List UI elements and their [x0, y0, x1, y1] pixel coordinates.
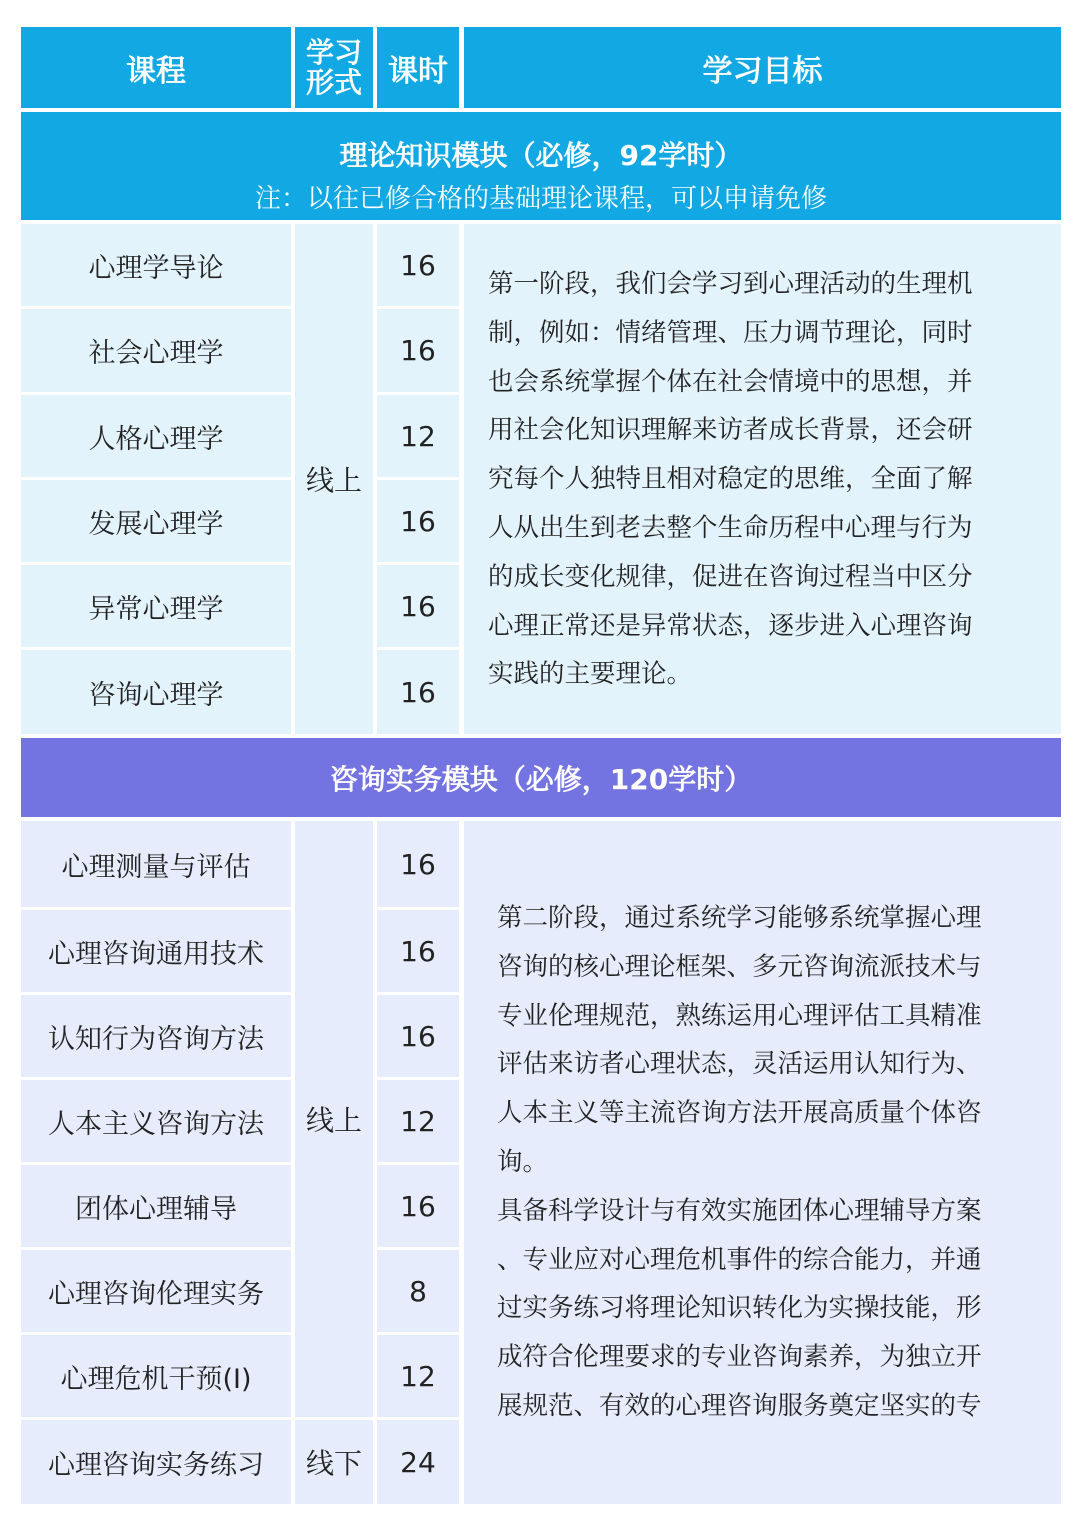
course-cell: [21, 480, 291, 562]
header-goal: [464, 27, 1061, 108]
goal-line: 评估来访者心理状态，灵活运用认知行为、: [497, 1049, 982, 1080]
course-cell: [21, 1250, 291, 1332]
header-course: [21, 27, 291, 108]
course-name: 心理咨询通用技术: [48, 938, 264, 970]
course-name: 心理危机干预(Ⅰ): [60, 1363, 252, 1395]
goal-line: 人本主义等主流咨询方法开展高质量个体咨: [497, 1098, 982, 1129]
mode-cell-online: [295, 224, 373, 734]
hours-value: 16: [400, 334, 436, 367]
goal-line: 也会系统掌握个体在社会情境中的思想，并: [488, 366, 973, 397]
hours-cell: [377, 650, 459, 734]
hours-cell: [377, 395, 459, 477]
course-name: 人本主义咨询方法: [48, 1108, 264, 1140]
goal-line: 心理正常还是异常状态，逐步进入心理咨询: [488, 610, 973, 641]
header-hours-label: 课时: [388, 53, 448, 89]
hours-cell: [377, 910, 459, 992]
goal-line: 咨询的核心理论框架、多元咨询流派技术与: [497, 951, 982, 982]
hours-cell: [377, 995, 459, 1077]
mode-cell-offline: [295, 1420, 373, 1504]
hours-value: 16: [400, 675, 436, 709]
section-practice-header: [21, 738, 1061, 817]
header-hours: [377, 27, 459, 108]
goal-line: 、专业应对心理危机事件的综合能力，并通: [497, 1244, 982, 1275]
hours-value: 8: [409, 1274, 427, 1308]
section-theory-title: 理论知识模块（必修，92学时）: [339, 139, 743, 172]
course-cell: [21, 910, 291, 992]
course-cell: [21, 650, 291, 734]
course-cell: [21, 309, 291, 392]
hours-value: 24: [400, 1445, 436, 1479]
hours-cell: [377, 1250, 459, 1332]
mode-label: 线上: [305, 464, 362, 497]
hours-cell: [377, 1165, 459, 1247]
section-theory-note: 注：以往已修合格的基础理论课程，可以申请免修: [254, 184, 827, 214]
goal-cell-practice: [464, 821, 1061, 1504]
course-cell: [21, 224, 291, 306]
hours-cell: [377, 224, 459, 306]
course-name: 咨询心理学: [88, 679, 224, 711]
hours-value: 16: [400, 1019, 436, 1053]
hours-cell: [377, 1420, 459, 1504]
course-name: 认知行为咨询方法: [48, 1023, 264, 1055]
hours-cell: [377, 480, 459, 562]
goal-line: 成符合伦理要求的专业咨询素养，为独立开: [497, 1342, 982, 1373]
hours-value: 16: [400, 847, 436, 881]
hours-value: 16: [400, 1189, 436, 1223]
course-name: 异常心理学: [88, 593, 224, 625]
course-cell: [21, 1165, 291, 1247]
course-name: 发展心理学: [88, 508, 224, 540]
course-name: 团体心理辅导: [75, 1193, 237, 1225]
goal-line: 展规范、有效的心理咨询服务奠定坚实的专: [497, 1390, 982, 1421]
goal-line: 制，例如：情绪管理、压力调节理论，同时: [488, 317, 973, 348]
course-cell: [21, 1080, 291, 1162]
goal-line: 实践的主要理论。: [488, 659, 693, 690]
course-name: 心理咨询伦理实务: [48, 1278, 264, 1310]
hours-value: 16: [400, 248, 436, 282]
hours-cell: [377, 1335, 459, 1417]
course-cell: [21, 395, 291, 477]
course-cell: [21, 1335, 291, 1417]
header-mode-line1: 学习: [305, 35, 362, 69]
course-name: 心理咨询实务练习: [48, 1449, 264, 1481]
goal-line: 用社会化知识理解来访者成长背景，还会研: [488, 415, 973, 446]
course-name: 心理学导论: [88, 252, 224, 284]
goal-line: 专业伦理规范，熟练运用心理评估工具精准: [497, 1000, 982, 1031]
hours-cell: [377, 1080, 459, 1162]
hours-value: 12: [400, 1359, 436, 1393]
goal-line: 的成长变化规律，促进在咨询过程当中区分: [488, 561, 973, 592]
course-cell: [21, 995, 291, 1077]
hours-value: 12: [400, 1104, 436, 1138]
mode-label: 线上: [305, 1104, 362, 1137]
goal-line: 第二阶段，通过系统学习能够系统掌握心理: [497, 903, 982, 933]
hours-cell: [377, 821, 459, 907]
goal-line: 具备科学设计与有效实施团体心理辅导方案: [497, 1195, 982, 1226]
goal-line: 询。: [497, 1146, 549, 1177]
hours-value: 16: [400, 504, 436, 538]
hours-value: 16: [400, 589, 436, 623]
course-name: 社会心理学: [88, 338, 224, 369]
hours-value: 12: [400, 419, 436, 453]
header-mode-line2: 形式: [305, 65, 362, 99]
goal-line: 第一阶段，我们会学习到心理活动的生理机: [488, 269, 973, 299]
header-goal-label: 学习目标: [702, 53, 823, 89]
hours-value: 16: [400, 934, 436, 968]
header-mode: [295, 27, 373, 108]
section-practice-title: 咨询实务模块（必修，120学时）: [329, 762, 753, 796]
course-cell: [21, 821, 291, 907]
course-cell: [21, 1420, 291, 1504]
mode-label: 线下: [305, 1447, 362, 1480]
hours-cell: [377, 309, 459, 392]
goal-line: 人从出生到老去整个生命历程中心理与行为: [488, 512, 973, 543]
hours-cell: [377, 565, 459, 647]
header-course-label: 课程: [126, 53, 186, 89]
goal-line: 过实务练习将理论知识转化为实操技能，形: [497, 1293, 982, 1324]
section-theory-header: [21, 112, 1061, 220]
course-name: 人格心理学: [88, 423, 224, 455]
course-name: 心理测量与评估: [61, 851, 251, 883]
mode-cell-online: [295, 821, 373, 1417]
goal-cell-theory: [464, 224, 1061, 734]
goal-line: 究每个人独特且相对稳定的思维，全面了解: [488, 464, 973, 495]
course-cell: [21, 565, 291, 647]
